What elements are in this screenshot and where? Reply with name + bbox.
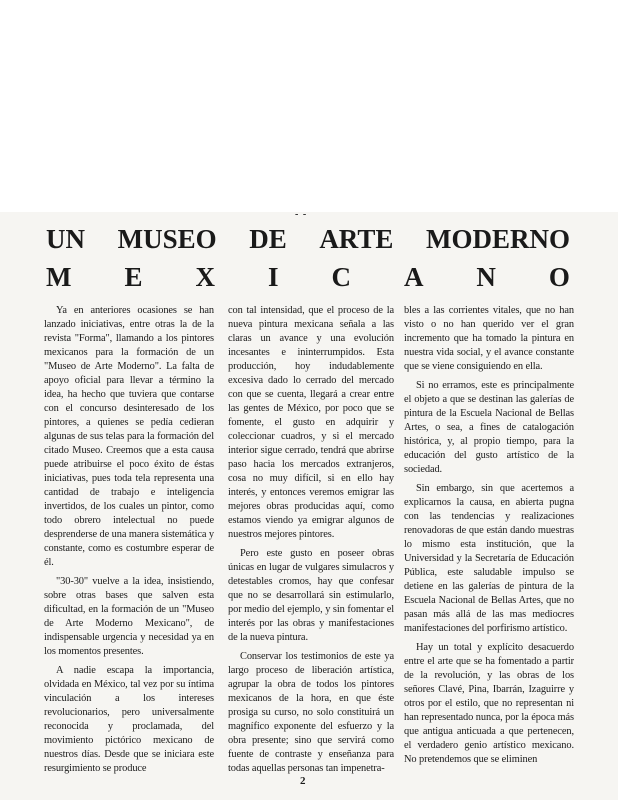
top-blank-area [0, 0, 618, 212]
paragraph: Conservar los testimonios de este ya largo proceso de liberación artística, agrupar la obra de todos los pintores mexicanos de la hora, en que éste prosiga su curso, no solo constituirá un magnífico exponente del esfuerzo y la obra presente; sino que servirá como fuente de contraste y enseñanza para todas aquellas personas tan impenetra- [228, 651, 394, 774]
title-word: DE [249, 224, 287, 254]
title-letter: M [46, 262, 72, 292]
page-number: 2 [300, 775, 306, 787]
title-letter: O [548, 262, 570, 292]
text-column-2 [228, 304, 394, 774]
paragraph: Si no erramos, este es principalmente el objeto a que se destinan las galerías de pintura de la Escuela Nacional de Bellas Artes, o sea, a fines de catalogación histórica, y, al propio tiempo, para la educación del gusto artístico de la sociedad. [404, 380, 574, 475]
paragraph: "30-30" vuelve a la idea, insistiendo, sobre otras bases que salven esta dificultad, en la formación de un "Museo de Arte Moderno Mexicano", de indispensable urgencia y necesidad ya en los momentos presentes. [44, 576, 214, 657]
title-word: ARTE [319, 224, 394, 254]
title-word: MODERNO [425, 224, 570, 254]
paragraph: Hay un total y explícito desacuerdo entre el arte que se ha fomentado a partir de la revolución, y las obras de los señores Clavé, Pina, Ibarrán, Izaguirre y otros por el estilo, que no representan ni han representado nunca, por la época más que antigua anticuada a que pertenecen, el verdadero genio artístico mexicano. No pretendemos que se eliminen [404, 642, 574, 765]
paragraph: Ya en anteriores ocasiones se han lanzado iniciativas, entre otras la de la revista "Forma", llamando a los pintores mexicanos para la formación de un "Museo de Arte Moderno". La falta de apoyo oficial para llevar a término la idea, ha hecho que tuviera que contarse con el concurso desinteresado de los pintores, a quienes se pedía cedieran algunas de sus telas para la formación del citado Museo. Creemos que a esta causa puede atribuirse el poco éxito de éstas iniciativas, pues toda tela representa una cantidad de trabajo e inteligencia invertidos, de los cuales un pintor, como todo obrero intelectual no puede desprenderse de una manera sistemática y constante, como es costumbre esperar de él. [44, 305, 214, 568]
paragraph: Sin embargo, sin que acertemos a explicarnos la causa, en abierta pugna con las tendencias y realizaciones renovadoras de que están dando muestras lo mismo esta institución, que la Universidad y la Secretaría de Educación Pública, este saludable impulso se detiene en las galerías de pintura de la Escuela Nacional de Bellas Artes, que no pasan más allá de las mas mediocres manifestaciones del porfirismo artístico. [404, 483, 574, 634]
paragraph: A nadie escapa la importancia, olvidada en México, tal vez por su íntima vinculación a los intereses revolucionarios, pero universalmente reconocida y proclamada, del movimiento pictórico mexicano de nuestros días. Desde que se iniciara este resurgimiento se produce [44, 665, 214, 774]
title-letter: N [476, 262, 496, 292]
title-letter: I [267, 262, 279, 292]
paragraph: bles a las corrientes vitales, que no han visto o no han querido ver el gran incremento que ha tomado la pintura en nuestra vida social, y el avance constante que se viene consiguiendo en ella. [404, 305, 574, 372]
title-line-2 [46, 262, 570, 292]
title-word: MUSEO [117, 224, 217, 254]
title-word: UN [46, 224, 85, 254]
paragraph: con tal intensidad, que el proceso de la nueva pintura mexicana señala a las claras un avance y una evolución incesantes e ininterrumpidos. Esta producción, hoy indudablemente excesiva dado lo cerrado del mercado con que se cuenta, llegará a crear entre las gentes de México, por poco que se fomente, el gusto en adquirir y coleccionar cuadros, y si el mercado interior sigue cerrado, tendrá que abrirse paso hacia los mercados extranjeros, cosa no muy difícil, si en ello hay interés, y entonces veremos emigrar las mejores obras producidas aquí, como estamos viendo ya emigrar algunos de nuestros mejores pintores. [228, 305, 394, 540]
title-letter: E [124, 262, 143, 292]
title-letter: C [331, 262, 351, 292]
title-letter: A [403, 262, 424, 292]
paragraph: Pero este gusto en poseer obras únicas en lugar de vulgares simulacros y detestables cromos, hay que confesar que no se desarrollará sin estimularlo, por medio del ejemplo, y sin fomentar el interés por las obras y manifestaciones de la nueva pintura. [228, 548, 394, 643]
text-column-3 [404, 304, 574, 764]
text-column-1 [44, 304, 214, 774]
title-line-1 [46, 224, 570, 254]
title-letter: X [195, 262, 215, 292]
top-mark: - - [295, 209, 308, 220]
